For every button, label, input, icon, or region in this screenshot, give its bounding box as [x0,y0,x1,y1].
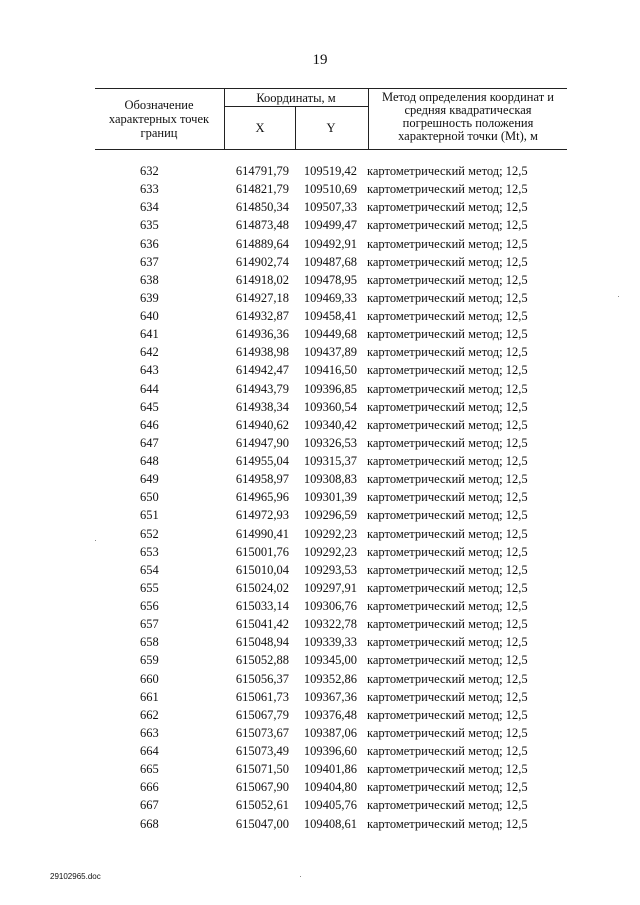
method-cell: картометрический метод; 12,5 [367,798,528,813]
x-coordinate-cell: 614943,79 [235,381,289,396]
table-header [95,88,567,150]
y-coordinate-cell: 109296,59 [303,508,357,523]
y-coordinate-cell: 109306,76 [303,599,357,613]
table-row [95,778,575,796]
table-row [95,470,575,488]
method-cell: картометрический метод; 12,5 [367,816,528,831]
point-number-cell: 659 [140,653,159,668]
table-row [95,815,575,833]
point-number-cell: 647 [140,435,159,450]
y-coordinate-cell: 109297,91 [303,580,357,595]
y-coordinate-cell: 109405,76 [303,798,357,813]
y-coordinate-cell: 109340,42 [303,417,357,432]
scan-speck [95,540,96,541]
x-coordinate-cell: 614791,79 [235,164,289,178]
x-coordinate-cell: 615041,42 [235,617,289,632]
point-number-cell: 663 [140,725,159,740]
scan-speck [618,296,619,297]
point-number-cell: 634 [140,200,159,215]
point-number-cell: 636 [140,236,159,251]
table-row [95,561,575,579]
point-number-cell: 654 [140,562,159,577]
x-coordinate-cell: 614947,90 [235,435,289,450]
method-cell: картометрический метод; 12,5 [367,254,528,269]
point-number-cell: 664 [140,744,159,758]
x-coordinate-cell: 615048,94 [235,635,289,650]
x-coordinate-cell: 615001,76 [235,544,289,559]
y-coordinate-cell: 109401,86 [303,762,357,777]
y-coordinate-cell: 109322,78 [303,617,357,632]
table-row [95,325,575,343]
y-coordinate-cell: 109396,85 [303,381,357,396]
x-coordinate-cell: 614889,64 [235,236,289,251]
page-number: 19 [312,52,328,68]
method-cell: картометрический метод; 12,5 [367,381,528,396]
point-number-cell: 655 [140,580,159,595]
point-number-cell: 635 [140,218,159,233]
x-coordinate-cell: 614955,04 [235,454,289,468]
method-cell: картометрический метод; 12,5 [367,164,528,178]
point-number-cell: 639 [140,290,159,305]
method-cell: картометрический метод; 12,5 [367,290,528,305]
x-coordinate-cell: 614918,02 [235,272,289,287]
x-coordinate-cell: 615024,02 [235,580,289,595]
table-row [95,380,575,398]
table-row [95,434,575,452]
y-coordinate-cell: 109352,86 [303,671,357,686]
header-method-label: Метод определения координат и средняя квадратическая погрешность положения характерной точки (Mt), м [382,90,554,143]
header-y-label: Y [326,121,336,135]
y-coordinate-cell: 109292,23 [303,544,357,559]
y-coordinate-cell: 109478,95 [303,272,357,287]
coordinates-table-body [95,162,575,833]
table-row [95,615,575,633]
point-number-cell: 661 [140,689,159,704]
y-coordinate-cell: 109458,41 [303,309,357,323]
method-cell: картометрический метод; 12,5 [367,617,528,632]
method-cell: картометрический метод; 12,5 [367,399,528,414]
x-coordinate-cell: 615056,37 [235,671,289,686]
table-row [95,706,575,724]
table-row [95,235,575,253]
y-coordinate-cell: 109492,91 [303,236,357,251]
table-row [95,760,575,778]
y-coordinate-cell: 109396,60 [303,744,357,758]
y-coordinate-cell: 109308,83 [303,472,357,487]
point-number-cell: 637 [140,254,159,269]
method-cell: картометрический метод; 12,5 [367,635,528,650]
x-coordinate-cell: 615010,04 [235,562,289,577]
header-x-label: X [255,121,265,135]
x-coordinate-cell: 614873,48 [235,218,289,233]
y-coordinate-cell: 109416,50 [303,363,357,378]
table-row [95,597,575,615]
y-coordinate-cell: 109376,48 [303,707,357,722]
header-divider [224,89,225,149]
table-row [95,398,575,416]
x-coordinate-cell: 614902,74 [235,254,289,269]
y-coordinate-cell: 109519,42 [303,164,357,178]
point-number-cell: 652 [140,526,159,541]
y-coordinate-cell: 109449,68 [303,327,357,342]
point-number-cell: 657 [140,617,159,632]
y-coordinate-cell: 109326,53 [303,435,357,450]
y-coordinate-cell: 109301,39 [303,490,357,505]
document-footer: 29102965.doc [50,872,101,881]
y-coordinate-cell: 109339,33 [303,635,357,650]
header-divider [225,106,368,107]
y-coordinate-cell: 109293,53 [303,562,357,577]
table-row [95,216,575,234]
y-coordinate-cell: 109367,36 [303,689,357,704]
x-coordinate-cell: 614936,36 [235,327,289,342]
table-row [95,796,575,814]
method-cell: картометрический метод; 12,5 [367,562,528,577]
x-coordinate-cell: 614850,34 [235,200,289,215]
x-coordinate-cell: 615061,73 [235,689,289,704]
y-coordinate-cell: 109404,80 [303,780,357,795]
method-cell: картометрический метод; 12,5 [367,780,528,795]
method-cell: картометрический метод; 12,5 [367,236,528,251]
point-number-cell: 656 [140,599,159,613]
table-row [95,307,575,325]
y-coordinate-cell: 109437,89 [303,345,357,360]
point-number-cell: 644 [140,381,159,396]
method-cell: картометрический метод; 12,5 [367,472,528,487]
x-coordinate-cell: 615073,49 [235,744,289,758]
method-cell: картометрический метод; 12,5 [367,435,528,450]
point-number-cell: 650 [140,490,159,505]
table-row [95,361,575,379]
y-coordinate-cell: 109507,33 [303,200,357,215]
header-divider [368,89,369,149]
method-cell: картометрический метод; 12,5 [367,526,528,541]
point-number-cell: 633 [140,182,159,197]
method-cell: картометрический метод; 12,5 [367,200,528,215]
method-cell: картометрический метод; 12,5 [367,580,528,595]
point-number-cell: 648 [140,454,159,468]
header-point-label: Обозначение характерных точек границ [108,98,210,140]
point-number-cell: 668 [140,816,159,831]
point-number-cell: 643 [140,363,159,378]
point-number-cell: 662 [140,707,159,722]
method-cell: картометрический метод; 12,5 [367,454,528,468]
y-coordinate-cell: 109487,68 [303,254,357,269]
point-number-cell: 665 [140,762,159,777]
x-coordinate-cell: 614972,93 [235,508,289,523]
table-row [95,579,575,597]
point-number-cell: 646 [140,417,159,432]
point-number-cell: 658 [140,635,159,650]
x-coordinate-cell: 615033,14 [235,599,289,613]
method-cell: картометрический метод; 12,5 [367,218,528,233]
method-cell: картометрический метод; 12,5 [367,544,528,559]
method-cell: картометрический метод; 12,5 [367,272,528,287]
x-coordinate-cell: 615067,79 [235,707,289,722]
method-cell: картометрический метод; 12,5 [367,327,528,342]
point-number-cell: 641 [140,327,159,342]
table-row [95,688,575,706]
table-row [95,651,575,669]
x-coordinate-cell: 614938,98 [235,345,289,360]
table-row [95,343,575,361]
x-coordinate-cell: 615052,88 [235,653,289,668]
x-coordinate-cell: 614932,87 [235,309,289,323]
table-row [95,180,575,198]
method-cell: картометрический метод; 12,5 [367,599,528,613]
y-coordinate-cell: 109469,33 [303,290,357,305]
method-cell: картометрический метод; 12,5 [367,653,528,668]
table-row [95,742,575,760]
method-cell: картометрический метод; 12,5 [367,707,528,722]
table-row [95,724,575,742]
method-cell: картометрический метод; 12,5 [367,345,528,360]
table-row [95,271,575,289]
x-coordinate-cell: 615047,00 [235,816,289,831]
y-coordinate-cell: 109499,47 [303,218,357,233]
y-coordinate-cell: 109510,69 [303,182,357,197]
table-row [95,670,575,688]
y-coordinate-cell: 109315,37 [303,454,357,468]
header-coords-label: Координаты, м [256,91,336,105]
x-coordinate-cell: 615052,61 [235,798,289,813]
y-coordinate-cell: 109408,61 [303,816,357,831]
x-coordinate-cell: 614942,47 [235,363,289,378]
method-cell: картометрический метод; 12,5 [367,762,528,777]
method-cell: картометрический метод; 12,5 [367,309,528,323]
point-number-cell: 651 [140,508,159,523]
method-cell: картометрический метод; 12,5 [367,671,528,686]
table-row [95,452,575,470]
point-number-cell: 660 [140,671,159,686]
method-cell: картометрический метод; 12,5 [367,490,528,505]
point-number-cell: 653 [140,544,159,559]
point-number-cell: 666 [140,780,159,795]
x-coordinate-cell: 614938,34 [235,399,289,414]
x-coordinate-cell: 615071,50 [235,762,289,777]
x-coordinate-cell: 614927,18 [235,290,289,305]
point-number-cell: 667 [140,798,159,813]
table-row [95,198,575,216]
table-row [95,416,575,434]
y-coordinate-cell: 109292,23 [303,526,357,541]
point-number-cell: 640 [140,309,159,323]
x-coordinate-cell: 614940,62 [235,417,289,432]
table-row [95,488,575,506]
table-row [95,506,575,524]
table-row [95,253,575,271]
method-cell: картометрический метод; 12,5 [367,689,528,704]
method-cell: картометрический метод; 12,5 [367,725,528,740]
method-cell: картометрический метод; 12,5 [367,744,528,758]
header-divider [295,107,296,149]
x-coordinate-cell: 614990,41 [235,526,289,541]
table-row [95,633,575,651]
point-number-cell: 645 [140,399,159,414]
y-coordinate-cell: 109387,06 [303,725,357,740]
table-row [95,289,575,307]
x-coordinate-cell: 615073,67 [235,725,289,740]
table-row [95,525,575,543]
scan-speck [300,876,301,877]
point-number-cell: 642 [140,345,159,360]
x-coordinate-cell: 615067,90 [235,780,289,795]
table-row [95,543,575,561]
method-cell: картометрический метод; 12,5 [367,508,528,523]
y-coordinate-cell: 109345,00 [303,653,357,668]
method-cell: картометрический метод; 12,5 [367,417,528,432]
x-coordinate-cell: 614958,97 [235,472,289,487]
x-coordinate-cell: 614821,79 [235,182,289,197]
y-coordinate-cell: 109360,54 [303,399,357,414]
point-number-cell: 632 [140,164,159,178]
point-number-cell: 649 [140,472,159,487]
point-number-cell: 638 [140,272,159,287]
x-coordinate-cell: 614965,96 [235,490,289,505]
table-row [95,162,575,180]
method-cell: картометрический метод; 12,5 [367,363,528,378]
method-cell: картометрический метод; 12,5 [367,182,528,197]
